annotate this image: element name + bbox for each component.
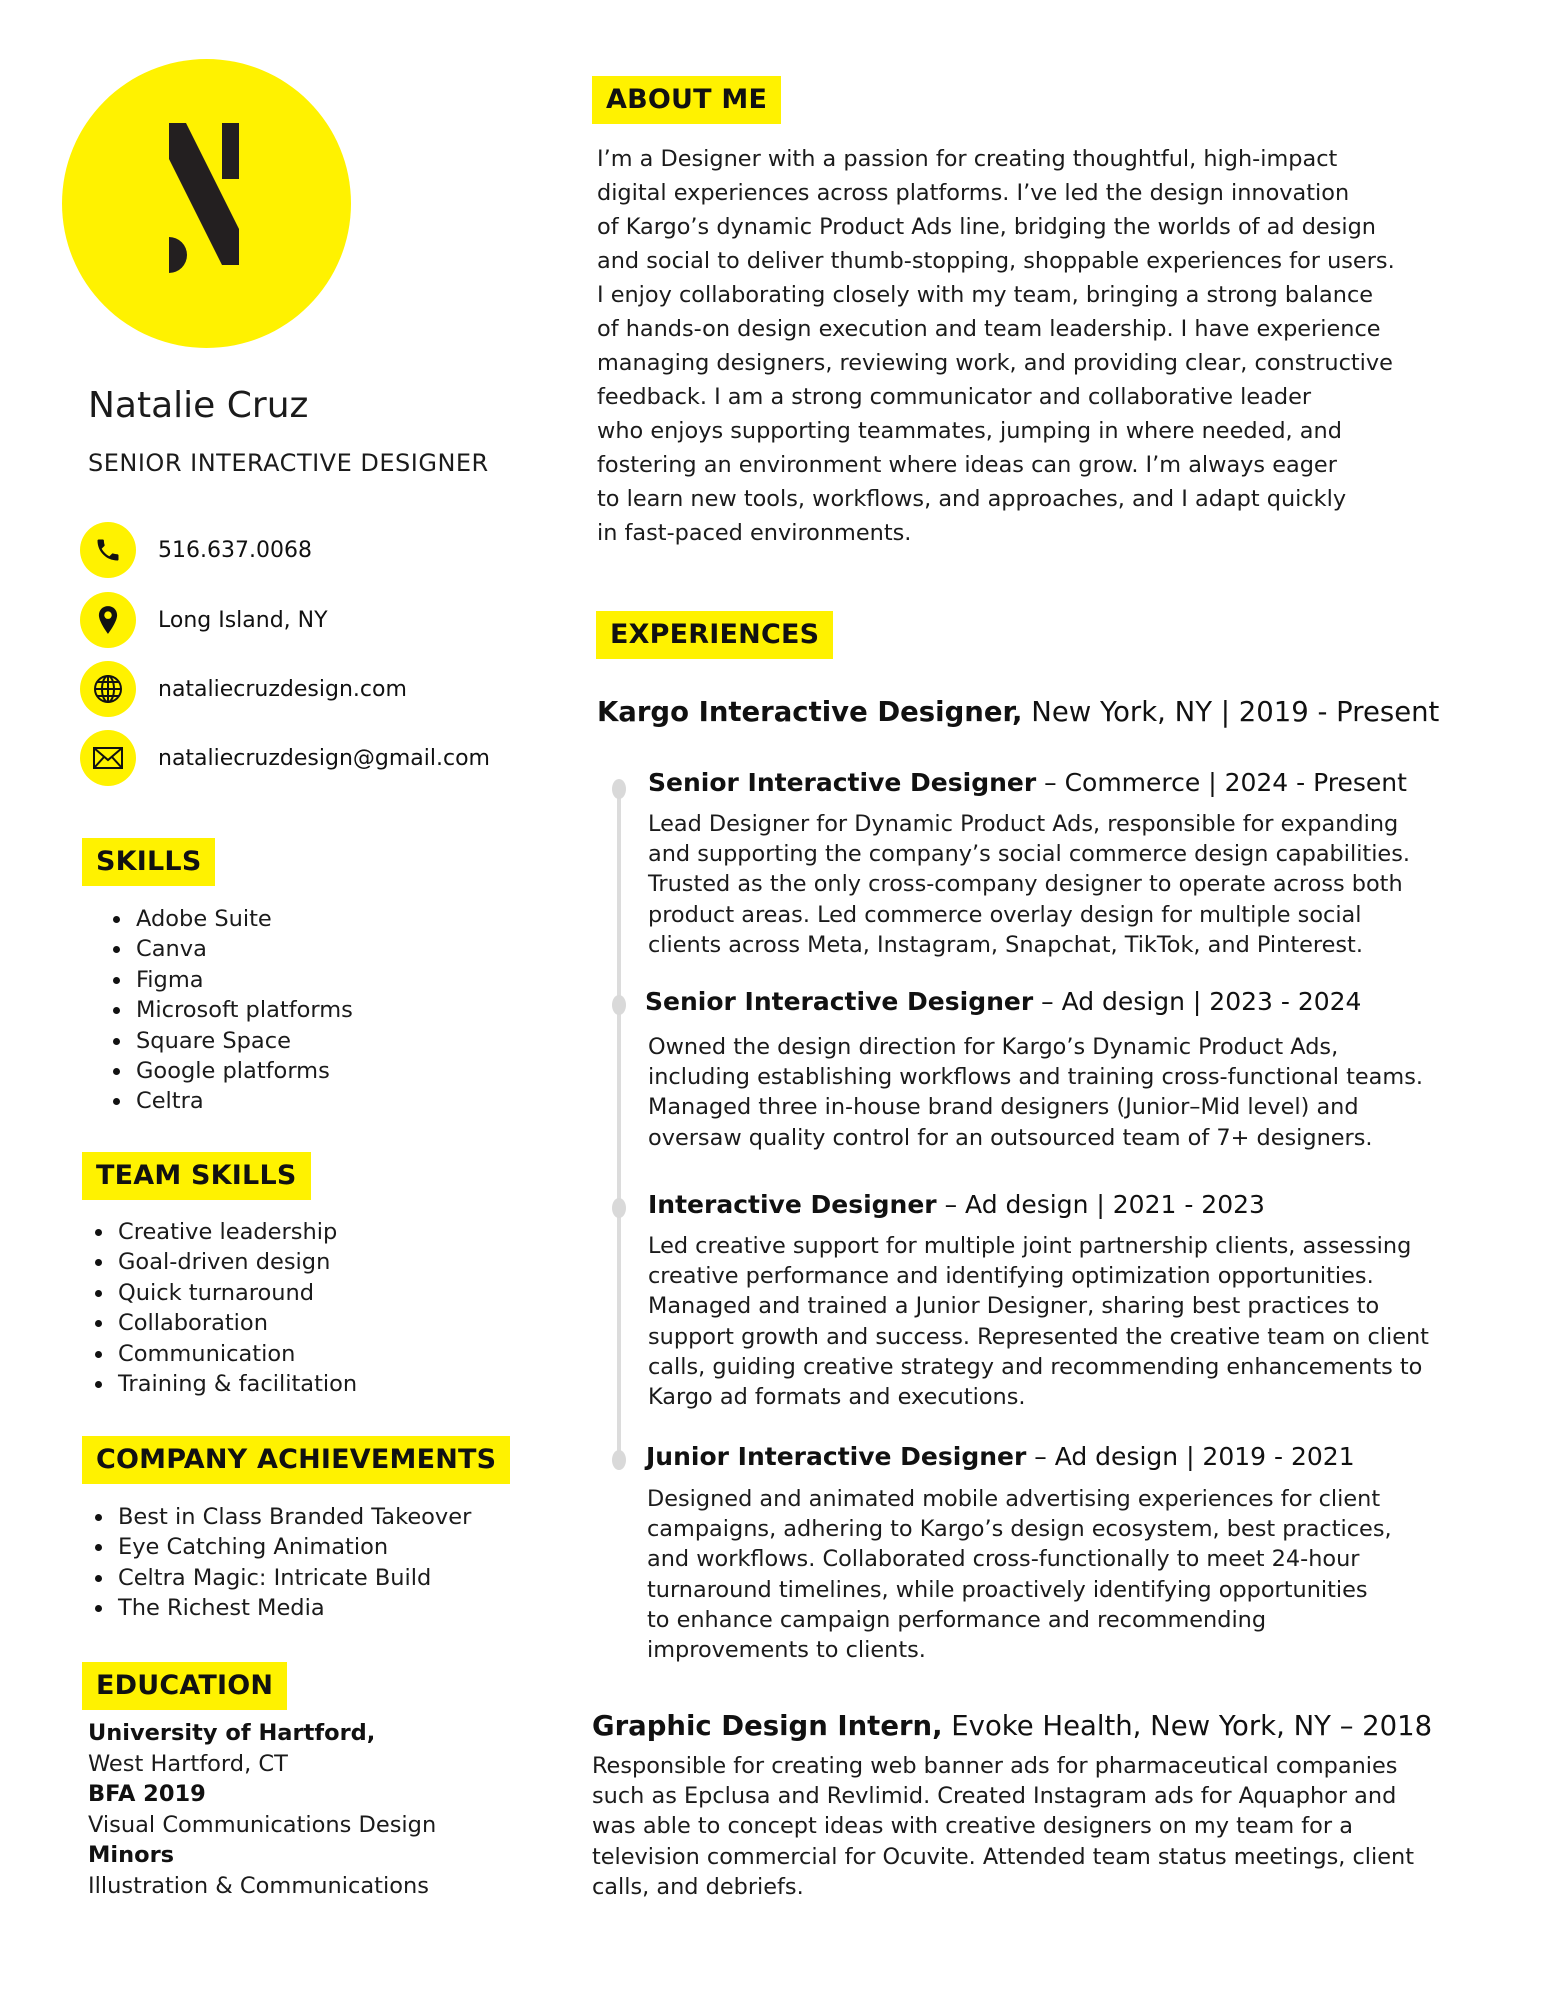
timeline-line xyxy=(617,785,621,1460)
timeline-dot xyxy=(612,1450,626,1470)
education-school: University of Hartford, xyxy=(88,1720,376,1746)
list-item: Square Space xyxy=(108,1026,353,1056)
list-item: Creative leadership xyxy=(90,1217,357,1247)
list-item: Celtra xyxy=(108,1086,353,1116)
contact-email-text: nataliecruzdesign@gmail.com xyxy=(158,745,490,771)
achievements-heading: COMPANY ACHIEVEMENTS xyxy=(82,1436,510,1484)
list-item: Goal-driven design xyxy=(90,1247,357,1277)
job-kargo-title: Kargo Interactive Designer, xyxy=(597,696,1023,728)
contact-location xyxy=(80,592,328,648)
timeline-dot xyxy=(612,1198,626,1218)
role-heading xyxy=(646,1442,1355,1471)
timeline-dot xyxy=(612,995,626,1015)
list-item: Adobe Suite xyxy=(108,904,353,934)
list-item: Best in Class Branded Takeover xyxy=(90,1502,471,1532)
education-minors: Illustration & Communications xyxy=(88,1872,429,1899)
contact-website[interactable] xyxy=(80,661,407,717)
achievements-list xyxy=(90,1502,471,1624)
education-degree: BFA 2019 xyxy=(88,1781,206,1807)
education-location: West Hartford, CT xyxy=(88,1750,288,1777)
role-title: Senior Interactive Designer xyxy=(648,768,1037,797)
profile-title: SENIOR INTERACTIVE DESIGNER xyxy=(88,449,489,477)
team-skills-heading: TEAM SKILLS xyxy=(82,1152,311,1200)
team-skills-list xyxy=(90,1217,357,1399)
job-kargo-meta: New York, NY | 2019 - Present xyxy=(1022,696,1440,728)
role-heading xyxy=(648,768,1407,797)
role-meta: – Ad design | 2023 - 2024 xyxy=(1033,987,1362,1016)
list-item: Quick turnaround xyxy=(90,1278,357,1308)
education-heading: EDUCATION xyxy=(82,1662,287,1710)
globe-icon xyxy=(80,661,136,717)
list-item: Google platforms xyxy=(108,1056,353,1086)
logo xyxy=(62,59,351,348)
role-title: Interactive Designer xyxy=(648,1190,937,1219)
timeline-dot xyxy=(612,779,626,799)
job-intern-meta: Evoke Health, New York, NY – 2018 xyxy=(942,1710,1433,1742)
list-item: Celtra Magic: Intricate Build xyxy=(90,1563,471,1593)
role-meta: – Ad design | 2021 - 2023 xyxy=(936,1190,1265,1219)
job-intern-description: Responsible for creating web banner ads for pharmaceutical companies such as Epclusa and Revlimid. Created Instagram ads for Aquaphor and was able to concept ideas with creative designers on my team for a television commercial for Ocuvite. Attended team status meetings, client calls, and debriefs. xyxy=(592,1753,1414,1900)
contact-phone[interactable] xyxy=(80,522,312,578)
list-item: Canva xyxy=(108,934,353,964)
contact-phone-text: 516.637.0068 xyxy=(158,537,312,563)
role-title: Senior Interactive Designer xyxy=(645,987,1034,1016)
education-major: Visual Communications Design xyxy=(88,1811,437,1838)
about-heading: ABOUT ME xyxy=(592,76,781,124)
mail-icon xyxy=(80,730,136,786)
list-item: Microsoft platforms xyxy=(108,995,353,1025)
contact-location-text: Long Island, NY xyxy=(158,607,328,633)
list-item: Figma xyxy=(108,965,353,995)
list-item: Communication xyxy=(90,1339,357,1369)
job-intern-title: Graphic Design Intern, xyxy=(592,1710,943,1742)
about-text: I’m a Designer with a passion for creating thoughtful, high-impact digital experiences across platforms. I’ve led the design innovation of Kargo’s dynamic Product Ads line, bridging the worlds of ad design and social to deliver thumb-stopping, shoppable experiences for users. I enjoy collaborating closely with my team, bringing a strong balance of hands-on design execution and team leadership. I have experience managing designers, reviewing work, and providing clear, constructive feedback. I am a strong communicator and collaborative leader who enjoys supporting teammates, jumping in where needed, and fostering an environment where ideas can grow. I’m always eager to learn new tools, workflows, and approaches, and I adapt quickly in fast-paced environments. xyxy=(597,146,1395,546)
experiences-heading: EXPERIENCES xyxy=(596,611,833,659)
role-description: Owned the design direction for Kargo’s Dynamic Product Ads, including establishing workflows and training cross-functional teams. Managed three in-house brand designers (Junior–Mid level) and oversaw quality control for an outsourced team of 7+ designers. xyxy=(648,1034,1423,1151)
monogram-n-icon xyxy=(62,59,351,348)
role-meta: – Ad design | 2019 - 2021 xyxy=(1026,1442,1355,1471)
contact-email[interactable] xyxy=(80,730,490,786)
phone-icon xyxy=(80,522,136,578)
education-block xyxy=(88,1718,436,1901)
education-minors-label: Minors xyxy=(88,1842,175,1868)
role-description: Lead Designer for Dynamic Product Ads, responsible for expanding and supporting the company’s social commerce design capabilities. Trusted as the only cross-company designer to operate across both product areas. Led commerce overlay design for multiple social clients across Meta, Instagram, Snapchat, TikTok, and Pinterest. xyxy=(648,811,1410,958)
job-intern-heading xyxy=(592,1710,1432,1742)
contact-website-text: nataliecruzdesign.com xyxy=(158,676,407,702)
list-item: Eye Catching Animation xyxy=(90,1532,471,1562)
skills-list xyxy=(108,904,353,1117)
profile-name: Natalie Cruz xyxy=(88,385,309,426)
role-meta: – Commerce | 2024 - Present xyxy=(1036,768,1407,797)
list-item: Training & facilitation xyxy=(90,1369,357,1399)
job-kargo-heading xyxy=(597,696,1439,728)
role-heading xyxy=(645,987,1361,1016)
list-item: Collaboration xyxy=(90,1308,357,1338)
list-item: The Richest Media xyxy=(90,1593,471,1623)
role-heading xyxy=(648,1190,1265,1219)
role-title: Junior Interactive Designer xyxy=(646,1442,1027,1471)
role-description: Led creative support for multiple joint partnership clients, assessing creative performance and identifying optimization opportunities. Managed and trained a Junior Designer, sharing best practices to support growth and success. Represented the creative team on client calls, guiding creative strategy and recommending enhancements to Kargo ad formats and executions. xyxy=(648,1233,1429,1411)
location-pin-icon xyxy=(80,592,136,648)
skills-heading: SKILLS xyxy=(82,838,215,886)
role-description: Designed and animated mobile advertising experiences for client campaigns, adhering to Kargo’s design ecosystem, best practices, and workflows. Collaborated cross-functionally to meet 24-hour turnaround timelines, while proactively identifying opportunities to enhance campaign performance and recommending improvements to clients. xyxy=(647,1486,1392,1664)
